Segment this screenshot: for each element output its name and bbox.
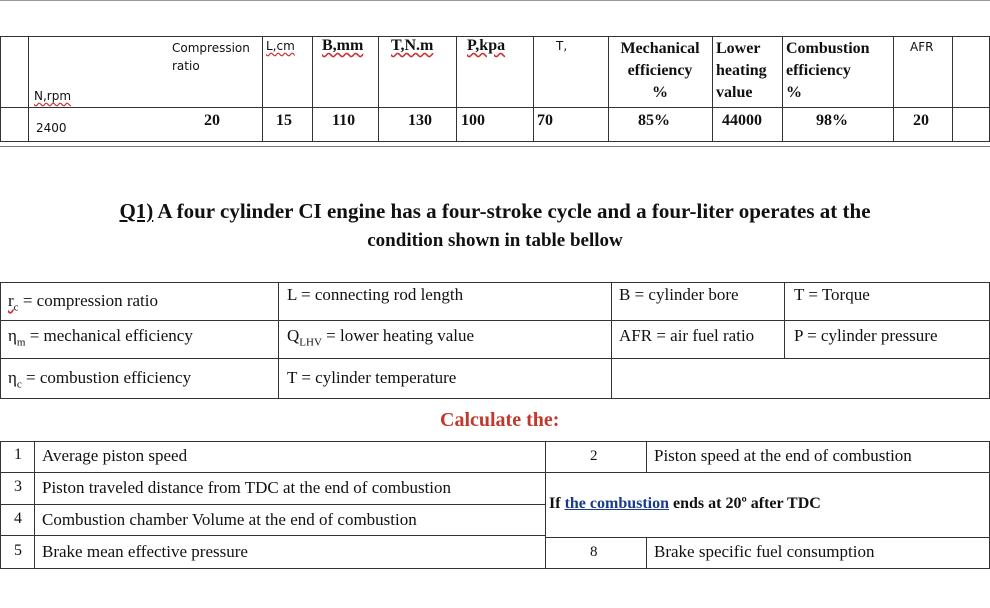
header-b-mm: B,mm	[322, 37, 364, 54]
question-line2: condition shown in table bellow	[367, 230, 623, 251]
header-combustion-efficiency	[786, 38, 870, 104]
rc-subscript: c	[13, 301, 19, 314]
task-number-3: 3	[14, 478, 22, 495]
value-mech: 85%	[638, 112, 670, 129]
question-line1	[0, 196, 990, 226]
value-comb: 98%	[816, 112, 848, 129]
task-piston-speed-end-combustion: Piston speed at the end of combustion	[654, 446, 912, 465]
header-temperature: T,	[556, 39, 568, 53]
legend-air-fuel-ratio: AFR = air fuel ratio	[619, 326, 755, 345]
header-afr: AFR	[910, 40, 934, 54]
legend-combustion-efficiency	[8, 368, 191, 390]
value-compression: 20	[204, 112, 220, 129]
value-lower: 44000	[722, 112, 762, 129]
combustion-note	[549, 495, 821, 513]
value-l-cm: 15	[276, 112, 292, 129]
legend-cylinder-bore: B = cylinder bore	[619, 285, 739, 304]
note-underlined: the combustion	[564, 495, 670, 512]
value-t-nm: 130	[408, 112, 432, 129]
legend-lower-heating-value	[287, 326, 474, 348]
value-n-rpm: 2400	[36, 121, 67, 135]
legend-mechanical-efficiency	[8, 326, 193, 348]
header-t-nm: T,N.m	[391, 37, 434, 54]
legend-torque: T = Torque	[794, 285, 870, 304]
question-number: Q1)	[119, 199, 154, 223]
header-mech-line3: %	[652, 84, 668, 101]
header-comb-line2: efficiency	[786, 62, 851, 79]
header-lower-line2: heating	[716, 62, 767, 79]
task-number-8: 8	[590, 544, 598, 560]
eta-c-text: = combustion efficiency	[21, 368, 192, 387]
eta-c-subscript: c	[16, 378, 22, 391]
value-p-kpa: 100	[461, 112, 485, 129]
value-afr: 20	[913, 112, 929, 129]
task-combustion-volume: Combustion chamber Volume at the end of combustion	[42, 510, 417, 529]
legend-cylinder-pressure: P = cylinder pressure	[794, 326, 938, 345]
legend-compression-ratio	[8, 291, 158, 313]
header-lower-line1: Lower	[716, 40, 761, 57]
q-symbol: Q	[287, 326, 300, 345]
rc-symbol: r	[8, 291, 14, 310]
header-mechanical-efficiency	[610, 38, 710, 104]
eta-c-symbol: η	[8, 368, 17, 387]
header-mech-line1: Mechanical	[620, 40, 700, 57]
header-comb-line3: %	[786, 84, 802, 101]
task-number-5: 5	[14, 542, 22, 559]
legend-cylinder-temperature: T = cylinder temperature	[287, 368, 457, 387]
header-lower-line3: value	[716, 84, 753, 101]
value-b-mm: 110	[332, 112, 356, 129]
header-compression-ratio	[172, 39, 250, 75]
header-mech-line2: efficiency	[627, 62, 693, 79]
header-p-kpa: P,kpa	[467, 37, 506, 54]
question-line1-text: A four cylinder CI engine has a four-stroke cycle and a four-liter operates at the	[153, 199, 871, 223]
question-block	[0, 196, 990, 256]
task-bsfc: Brake specific fuel consumption	[654, 542, 875, 561]
eta-m-text: = mechanical efficiency	[25, 326, 193, 345]
task-number-1: 1	[14, 446, 22, 463]
note-rest: ends at 20º after TDC	[669, 495, 821, 512]
eta-m-subscript: m	[16, 336, 26, 349]
task-piston-distance: Piston traveled distance from TDC at the end of combustion	[42, 478, 452, 497]
header-lower-heating-value	[716, 38, 767, 104]
value-temperature: 70	[537, 112, 553, 129]
eta-m-symbol: η	[8, 326, 17, 345]
note-prefix: If	[549, 495, 565, 512]
calculate-heading: Calculate the:	[440, 409, 560, 431]
rc-text: = compression ratio	[18, 291, 158, 310]
task-bmep: Brake mean effective pressure	[42, 542, 248, 561]
header-comb-line1: Combustion	[786, 40, 870, 57]
header-n-rpm: N,rpm	[34, 89, 72, 103]
task-number-2: 2	[590, 448, 598, 464]
q-subscript: LHV	[299, 336, 322, 349]
header-l-cm: L,cm	[266, 39, 295, 53]
task-average-piston-speed: Average piston speed	[42, 446, 188, 465]
task-number-4: 4	[14, 510, 22, 527]
legend-rod-length: L = connecting rod length	[287, 285, 464, 304]
q-text: = lower heating value	[321, 326, 475, 345]
header-compression-line1: Compression	[172, 41, 250, 55]
header-compression-line2: ratio	[172, 59, 200, 73]
